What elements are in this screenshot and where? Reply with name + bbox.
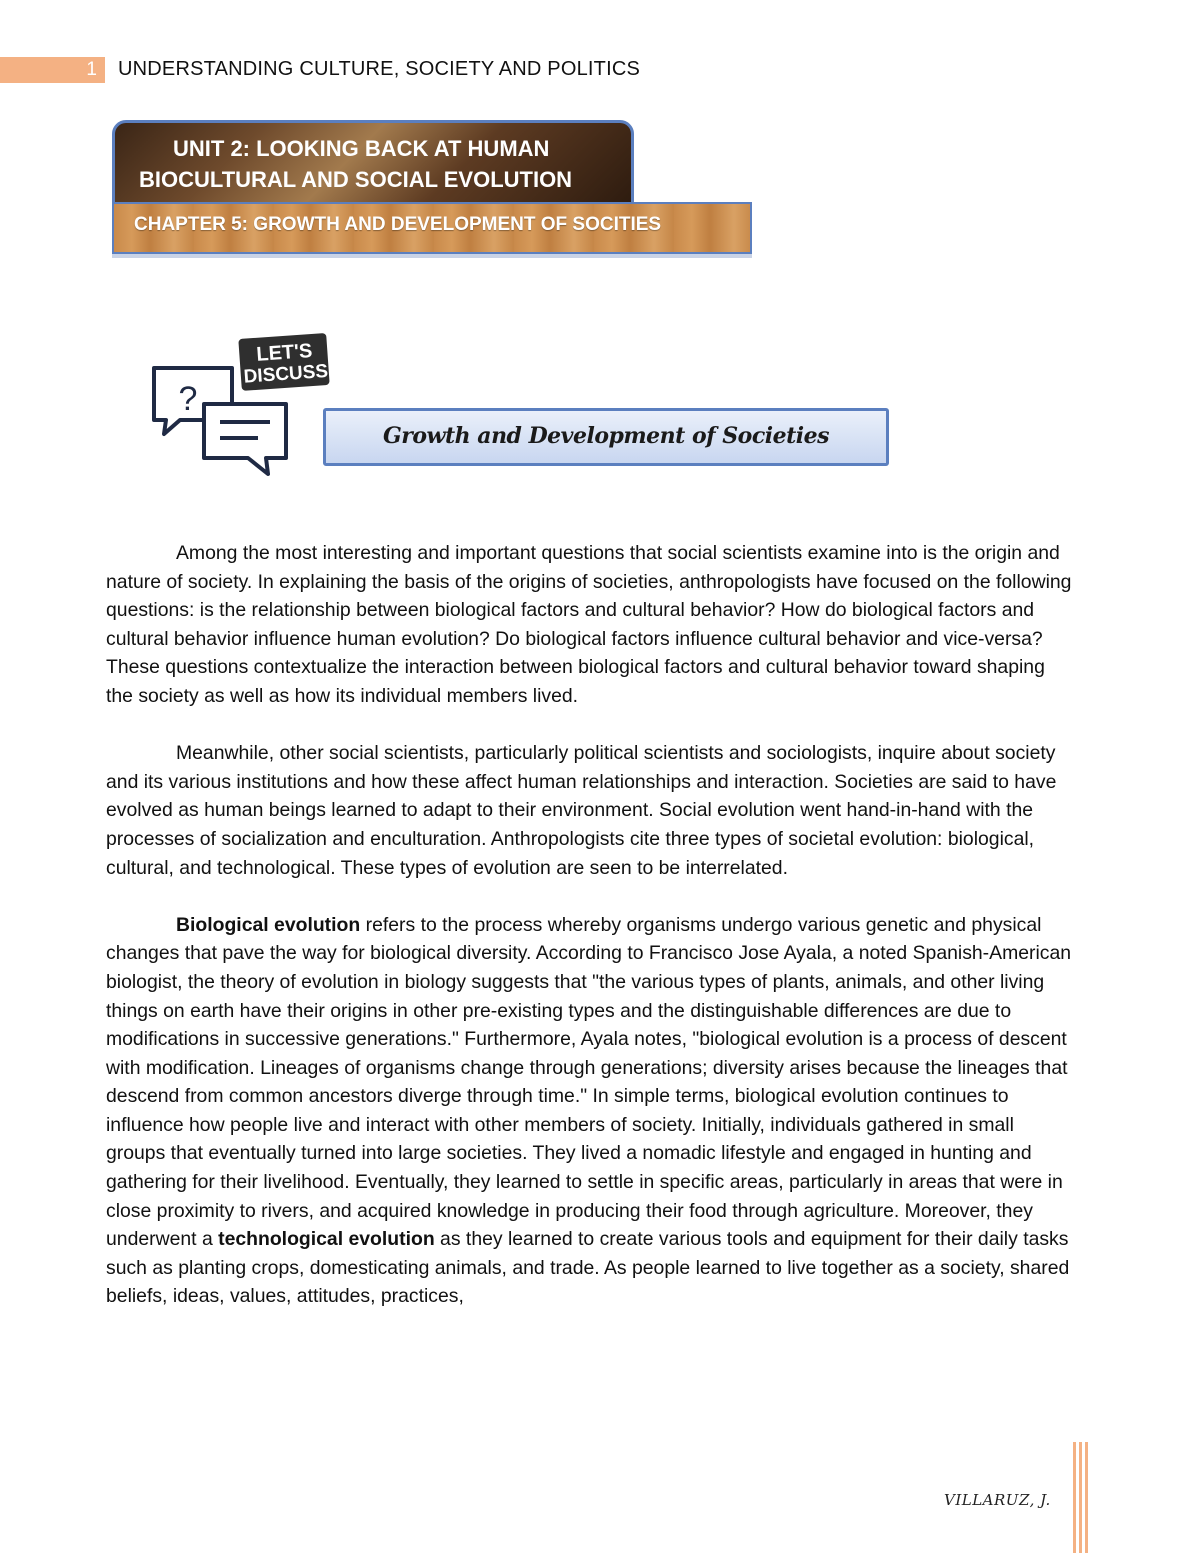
- paragraph-1: Among the most interesting and important questions that social scientists examine into is the origin and nature of society. In explaining the basis of the origins of societies, anthropologists have focused on the following questions: is the relationship between biological factors and cultural behavior? How do biological factors and cultural behavior influence human evolution? Do biological factors influence cultural behavior and vice-versa? These questions contextualize the interaction between biological factors and cultural behavior toward shaping the society as well as how its individual members lived.: [106, 542, 1072, 707]
- svg-text:?: ?: [178, 380, 198, 418]
- running-title: UNDERSTANDING CULTURE, SOCIETY AND POLITICS: [118, 58, 641, 80]
- chapter-box: [112, 202, 752, 254]
- footer-decoration: [1073, 1442, 1091, 1553]
- page-number-bar: [0, 57, 105, 83]
- unit-title-line2: BIOCULTURAL AND SOCIAL EVOLUTION: [139, 167, 573, 192]
- unit-title-box: [112, 120, 634, 210]
- lets-discuss-badge-line2: DISCUSS: [243, 360, 329, 388]
- chapter-title: CHAPTER 5: GROWTH AND DEVELOPMENT OF SOCITIES: [134, 214, 662, 235]
- paragraph-3-part2: as they learned to create various tools and equipment for their daily tasks such as planting crops, domesticating animals, and trade. As people learned to live together as a society, shared beliefs, ideas, values, attitudes, practices,: [106, 1228, 1070, 1308]
- lets-discuss-badge-line1: LET'S: [255, 339, 314, 366]
- unit-title-line1: UNIT 2: LOOKING BACK AT HUMAN: [173, 136, 550, 161]
- term-technological-evolution: technological evolution: [218, 1228, 435, 1251]
- author-name: VILLARUZ, J.: [944, 1491, 1051, 1509]
- section-banner: [323, 408, 889, 466]
- paragraph-3-part1: refers to the process whereby organisms undergo various genetic and physical changes that pave the way for biological diversity. According to Francisco Jose Ayala, a noted Spanish-American biologist, the theory of evolution in biology suggests that "the various types of plants, animals, and other living things on earth have their origins in other pre-existing types and the distinguishable differences are due to modifications in successive generations." Furthermore, Ayala notes, "biological evolution is a process of descent with modification. Lineages of organisms change through generations; diversity arises because the lineages that descend from common ancestors diverge through time." In simple terms, biological evolution continues to influence how people live and interact with other members of society. Initially, individuals gathered in small groups that eventually turned into large societies. They lived a nomadic lifestyle and engaged in hunting and gathering for their livelihood. Eventually, they learned to settle in specific areas, particularly in areas that were in close proximity to rivers, and acquired knowledge in producing their food through agriculture. Moreover, they underwent a: [106, 913, 1072, 1251]
- body-text: [106, 539, 1076, 1340]
- paragraph-2: Meanwhile, other social scientists, particularly political scientists and sociologists, inquire about society and its various institutions and how these affect human relationships and interaction. Societies are said to have evolved as human beings learned to adapt to their environment. Social evolution went hand-in-hand with the processes of socialization and enculturation. Anthropologists cite three types of societal evolution: biological, cultural, and technological. These types of evolution are seen to be interrelated.: [106, 742, 1057, 879]
- term-biological-evolution: Biological evolution: [176, 913, 361, 936]
- unit-title: [115, 133, 631, 195]
- page-number: 1: [86, 59, 97, 80]
- paragraph-3: [106, 911, 1076, 1311]
- section-title: Growth and Development of Societies: [383, 423, 829, 449]
